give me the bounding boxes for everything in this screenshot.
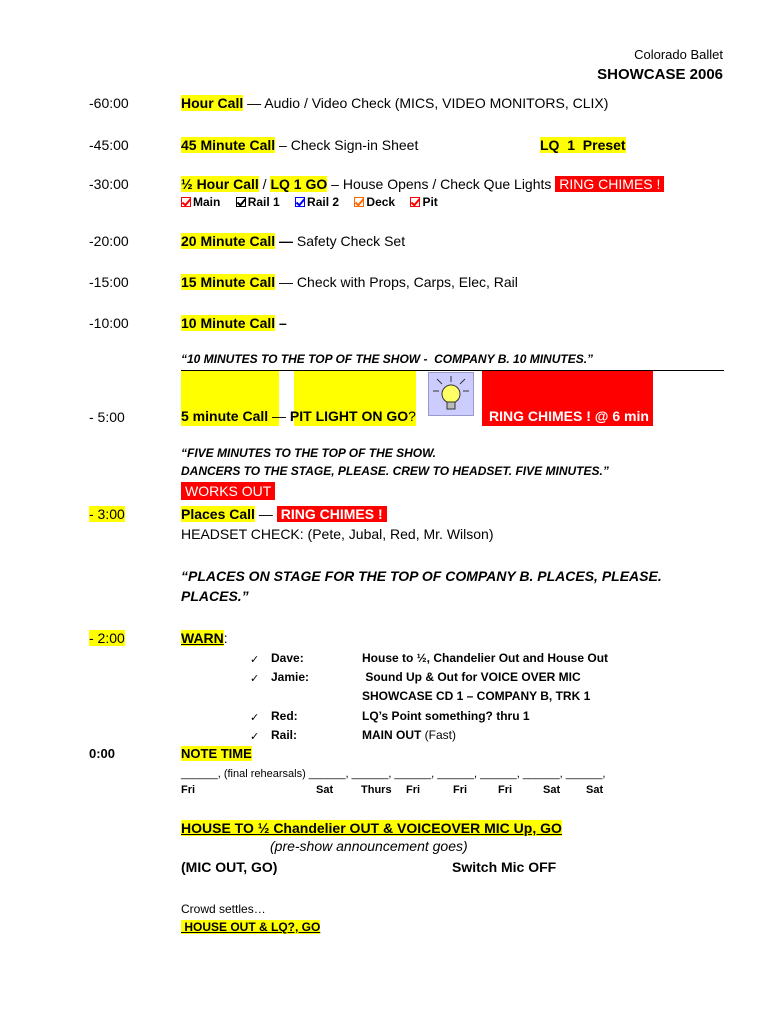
call-10-label: 10 Minute Call — [181, 315, 276, 331]
row-5-call — [181, 408, 416, 424]
day-fri-3: Fri — [453, 784, 468, 796]
hour-call-label: Hour Call — [181, 95, 244, 111]
checkbox-deck: Deck — [354, 195, 395, 209]
check-icon-jamie: ✓ — [250, 673, 260, 685]
doc-title: SHOWCASE 2006 — [597, 66, 723, 83]
quote-5-line2: DANCERS TO THE STAGE, PLEASE. CREW TO HEADSET. FIVE MINUTES.” — [181, 464, 609, 478]
pit-light-label: PIT LIGHT ON GO — [289, 408, 409, 424]
call-15-label: 15 Minute Call — [181, 274, 276, 290]
mic-out-go: (MIC OUT, GO) — [181, 859, 278, 875]
ring-chimes-3: RING CHIMES ! — [277, 506, 387, 522]
checkbox-rail1: Rail 1 — [236, 195, 280, 209]
warn-label: WARN — [181, 630, 224, 646]
call-45-label: 45 Minute Call — [181, 137, 276, 153]
row-15-call — [181, 274, 518, 290]
call-45-text: – Check Sign-in Sheet — [275, 137, 419, 153]
half-hour-call-label: ½ Hour Call — [181, 176, 259, 192]
warn-rail-extra: (Fast) — [421, 728, 456, 742]
warn-red-who: Red: — [271, 709, 298, 723]
check-icon-dave: ✓ — [250, 654, 260, 666]
time-20: -20:00 — [89, 233, 129, 249]
headset-check: HEADSET CHECK: (Pete, Jubal, Red, Mr. Wilson) — [181, 526, 494, 542]
row-20-call — [181, 233, 405, 249]
call-30-sep: / — [258, 176, 271, 192]
row-2-warn — [181, 630, 228, 646]
warn-colon: : — [223, 630, 228, 646]
warn-dave-who: Dave: — [271, 651, 304, 665]
warn-jamie-who: Jamie: — [271, 670, 310, 684]
checkbox-main-icon — [181, 197, 191, 207]
pit-light-q: ? — [408, 408, 416, 424]
lightbulb-icon — [428, 372, 474, 416]
call-20-text: Safety Check Set — [296, 233, 406, 249]
check-icon-red: ✓ — [250, 712, 260, 724]
time-5: - 5:00 — [89, 409, 125, 425]
places-call-label: Places Call — [181, 506, 255, 522]
call-15-text: — Check with Props, Carps, Elec, Rail — [275, 274, 518, 290]
warn-rail-line — [362, 728, 456, 742]
checkbox-pit: Pit — [410, 195, 437, 209]
checkbox-rail1-icon — [236, 197, 246, 207]
day-thurs: Thurs — [361, 784, 392, 796]
warn-red-what: LQ’s Point something? thru 1 — [362, 709, 530, 723]
time-10: -10:00 — [89, 315, 129, 331]
day-fri-2: Fri — [406, 784, 421, 796]
check-icon-rail: ✓ — [250, 731, 260, 743]
day-sat-3: Sat — [586, 784, 604, 796]
time-30: -30:00 — [89, 176, 129, 192]
checkbox-row — [181, 195, 438, 209]
quote-10: “10 MINUTES TO THE TOP OF THE SHOW - COMPANY B. 10 MINUTES.” — [181, 352, 594, 366]
day-sat-2: Sat — [543, 784, 561, 796]
warn-jamie-what2: SHOWCASE CD 1 – COMPANY B, TRK 1 — [362, 689, 591, 703]
checkbox-main: Main — [181, 195, 220, 209]
warn-jamie-what: Sound Up & Out for VOICE OVER MIC — [362, 670, 581, 684]
call-10-dash: – — [275, 315, 287, 331]
time-60: -60:00 — [89, 95, 129, 111]
row-hour-call — [181, 95, 608, 111]
ring-chimes-5: RING CHIMES ! @ 6 min — [489, 408, 649, 424]
time-0: 0:00 — [89, 746, 116, 761]
call-30-text: – House Opens / Check Que Lights — [327, 176, 556, 192]
warn-rail-who: Rail: — [271, 728, 298, 742]
row-45-call — [181, 137, 418, 153]
call-5-label: 5 minute Call — [181, 408, 269, 424]
checkbox-pit-icon — [410, 197, 420, 207]
checkbox-rail2-icon — [295, 197, 305, 207]
places-call-dash: — — [254, 506, 277, 522]
lq1-preset: LQ 1 Preset — [540, 137, 626, 153]
ring-chimes-30: RING CHIMES ! — [555, 176, 664, 192]
note-time-line: ______, (final rehearsals) ______, ______, ______, ______, ______, ______, ______, — [181, 768, 606, 780]
row-10-call — [181, 315, 287, 331]
day-fri-4: Fri — [498, 784, 513, 796]
switch-mic-off: Switch Mic OFF — [452, 859, 557, 875]
house-to-half-cmd: HOUSE TO ½ Chandelier OUT & VOICEOVER MIC Up, GO — [181, 820, 562, 836]
quote-5-line1: “FIVE MINUTES TO THE TOP OF THE SHOW. — [181, 446, 436, 460]
house-out-lq-go: HOUSE OUT & LQ?, GO — [181, 920, 321, 934]
warn-dave-what: House to ½, Chandelier Out and House Out — [362, 651, 609, 665]
time-45: -45:00 — [89, 137, 129, 153]
day-sat-1: Sat — [316, 784, 334, 796]
checkbox-deck-icon — [354, 197, 364, 207]
call-5-dash: — — [268, 408, 290, 424]
row-30-call — [181, 176, 664, 192]
time-2: - 2:00 — [89, 630, 125, 646]
pre-show-annc: (pre-show announcement goes) — [270, 838, 468, 854]
time-3: - 3:00 — [89, 506, 125, 522]
crowd-settles: Crowd settles… — [181, 902, 266, 916]
call-20-label: 20 Minute Call — [181, 233, 276, 249]
hour-call-text: — Audio / Video Check (MICS, VIDEO MONITORS, CLIX) — [243, 95, 609, 111]
quote-3-line1: “PLACES ON STAGE FOR THE TOP OF COMPANY B. PLACES, PLEASE. — [181, 568, 662, 584]
note-time-label: NOTE TIME — [181, 746, 252, 761]
row-3-call — [181, 506, 387, 522]
works-out-badge: WORKS OUT — [181, 482, 275, 500]
call-20-dash: — — [275, 233, 297, 249]
quote-3-line2: PLACES.” — [181, 588, 249, 604]
day-fri-1: Fri — [181, 784, 196, 796]
time-15: -15:00 — [89, 274, 129, 290]
checkbox-rail2: Rail 2 — [295, 195, 339, 209]
warn-rail-what: MAIN OUT — [362, 728, 422, 742]
lq1-go-label: LQ 1 GO — [270, 176, 328, 192]
org-name: Colorado Ballet — [634, 47, 723, 62]
